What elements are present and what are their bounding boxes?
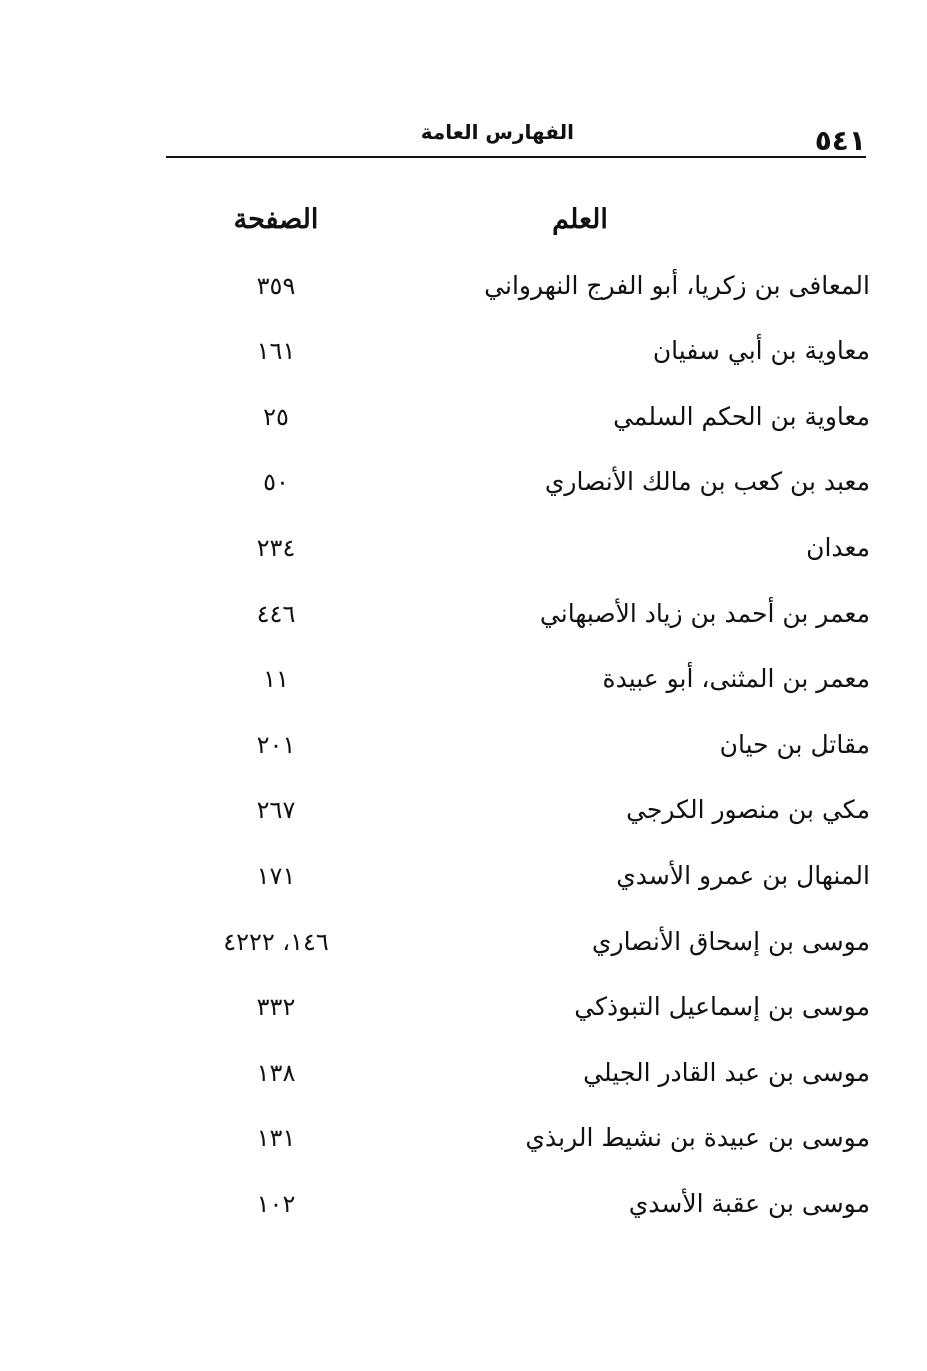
entry-page: ٢٣٤ bbox=[256, 533, 296, 562]
index-table bbox=[166, 196, 870, 1246]
entry-page: ٤٤٦ bbox=[256, 599, 296, 628]
entry-page: ٥٠ bbox=[263, 468, 289, 497]
running-head bbox=[166, 112, 866, 156]
column-header-name: العلم bbox=[552, 204, 608, 235]
entry-page: ١٠٢ bbox=[256, 1189, 296, 1218]
table-row bbox=[166, 458, 870, 524]
entry-name: المنهال بن عمرو الأسدي bbox=[616, 860, 870, 890]
entry-page: ٢٥ bbox=[263, 402, 289, 431]
entry-page: ١٤٦، ٤٢٢٢ bbox=[223, 927, 329, 956]
entry-page: ١٧١ bbox=[256, 861, 296, 890]
table-row bbox=[166, 1180, 870, 1246]
table-row bbox=[166, 786, 870, 852]
entry-name: معاوية بن الحكم السلمي bbox=[613, 401, 870, 431]
entry-name: معمر بن المثنى، أبو عبيدة bbox=[602, 664, 870, 694]
entry-page: ٣٥٩ bbox=[256, 271, 296, 300]
entry-page: ٣٣٢ bbox=[256, 993, 296, 1022]
entry-name: معبد بن كعب بن مالك الأنصاري bbox=[544, 467, 870, 497]
page-number: ٥٤١ bbox=[814, 124, 866, 157]
entry-name: موسى بن عبد القادر الجيلي bbox=[583, 1057, 870, 1087]
table-row bbox=[166, 918, 870, 984]
entry-name: معاوية بن أبي سفيان bbox=[652, 336, 870, 366]
table-row bbox=[166, 983, 870, 1049]
entry-name: موسى بن إسماعيل التبوذكي bbox=[574, 992, 870, 1022]
running-title: الفهارس العامة bbox=[420, 120, 574, 144]
entry-page: ١٣٨ bbox=[256, 1058, 296, 1087]
table-header-row bbox=[166, 196, 870, 262]
table-row bbox=[166, 1114, 870, 1180]
entry-name: المعافى بن زكريا، أبو الفرج النهرواني bbox=[484, 270, 870, 300]
entry-name: معمر بن أحمد بن زياد الأصبهاني bbox=[539, 598, 870, 628]
entry-name: مقاتل بن حيان bbox=[719, 729, 870, 759]
table-row bbox=[166, 262, 870, 328]
table-row bbox=[166, 590, 870, 656]
entry-name: معدان bbox=[806, 532, 870, 562]
table-row bbox=[166, 852, 870, 918]
entry-name: مكي بن منصور الكرجي bbox=[626, 795, 870, 825]
entry-name: موسى بن عقبة الأسدي bbox=[628, 1188, 870, 1218]
table-row bbox=[166, 721, 870, 787]
column-header-page: الصفحة bbox=[233, 204, 319, 235]
entry-page: ١١ bbox=[263, 665, 289, 694]
header-rule bbox=[166, 156, 866, 158]
entry-page: ٢٦٧ bbox=[256, 796, 296, 825]
table-row bbox=[166, 327, 870, 393]
entry-page: ١٦١ bbox=[256, 337, 296, 366]
table-row bbox=[166, 524, 870, 590]
table-row bbox=[166, 393, 870, 459]
entry-name: موسى بن إسحاق الأنصاري bbox=[591, 926, 870, 956]
entry-name: موسى بن عبيدة بن نشيط الربذي bbox=[525, 1123, 870, 1153]
entry-page: ٢٠١ bbox=[256, 730, 296, 759]
table-row bbox=[166, 655, 870, 721]
entry-page: ١٣١ bbox=[256, 1124, 296, 1153]
table-row bbox=[166, 1049, 870, 1115]
